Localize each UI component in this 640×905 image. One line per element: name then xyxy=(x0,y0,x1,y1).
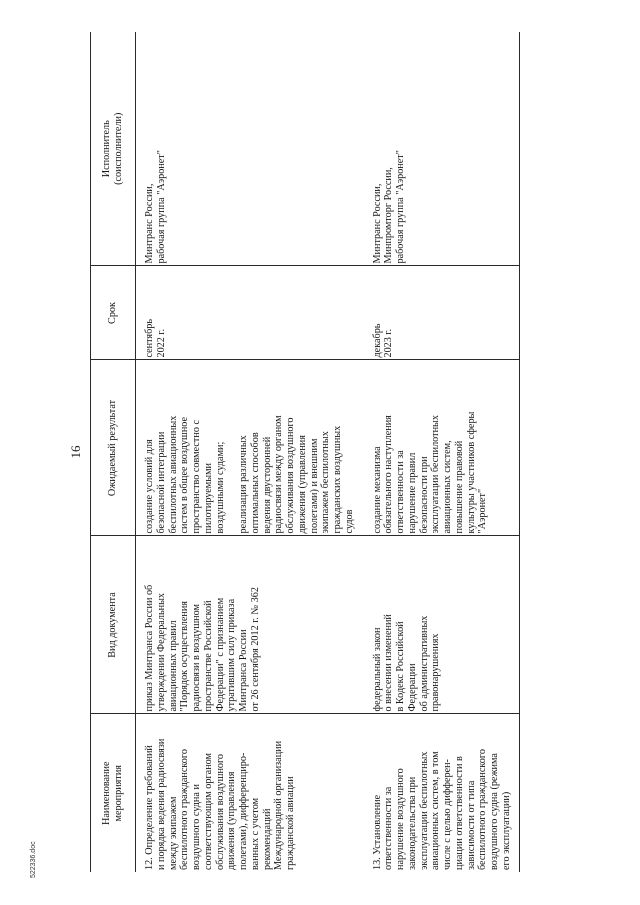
measures-table xyxy=(90,32,520,872)
cell-expected-result: создание механизма обязательного наступления ответственности за нарушение правил безопасности при эксплуатации беспилотных авиационных систем, повышение правовой культуры участников сферы "Аэронет" xyxy=(362,360,520,536)
header-expected-result: Ожидаемый результат xyxy=(91,360,136,536)
cell-executor: Минтранс России, Минпромторг России, рабочая группа "Аэронет" xyxy=(362,32,520,266)
cell-term: декабрь 2023 г. xyxy=(362,266,520,360)
rotated-content xyxy=(42,32,602,872)
header-measure-name: Наименование мероприятия xyxy=(91,714,136,872)
page-number: 16 xyxy=(68,445,83,459)
table-row xyxy=(362,32,520,872)
cell-measure-name: 12. Определение требований и порядка ведения радиосвязи между экипажем беспилотного гражданского воздушного судна и соответствующим органом обслуживания воздушного движения (управления полетами), дифференциро- ванных с учетом рекомендаций Международной организации гражданской авиации xyxy=(144,738,296,870)
header-document-type: Вид документа xyxy=(91,536,136,714)
cell-measure-name: 13. Установление ответственности за нарушение воздушного законодательства при эксплуатации беспилотных авиационных систем, в том числе с целью дифферен- циации ответственности в зависимости от типа беспилотного гражданского воздушного судна (режима его эксплуатации) xyxy=(362,714,520,872)
cell-term: сентябрь 2022 г. xyxy=(136,266,362,360)
cell-document-type: федеральный закон о внесении изменений в Кодекс Российской Федерации об административных правонарушениях xyxy=(362,536,520,714)
header-executor: Исполнитель (соисполнители) xyxy=(91,32,136,266)
table-row xyxy=(136,32,362,872)
cell-expected-result: создание условий для безопасной интеграции беспилотных авиационных систем в общее воздушное пространство совместно с пилотируемыми воздушными судами; реализация различных оптимальных способов ведения двусторонней радиосвязи между органом обслуживания воздушного движения (управления полетами) и внешним экипажем беспилотных гражданских воздушных судов xyxy=(136,360,362,536)
table-header-row xyxy=(91,32,136,872)
cell-executor: Минтранс России, рабочая группа "Аэронет" xyxy=(136,32,362,266)
document-file-code: 522336.doc xyxy=(30,841,37,878)
header-term: Срок xyxy=(91,266,136,360)
cell-document-type: приказ Минтранса России об утверждении Федеральных авиационных правил "Порядок осуществления радиосвязи в воздушном пространстве Российской Федерации" с признанием утратившим силу приказа Минтранса России от 26 сентября 2012 г. № 362 xyxy=(136,536,362,714)
